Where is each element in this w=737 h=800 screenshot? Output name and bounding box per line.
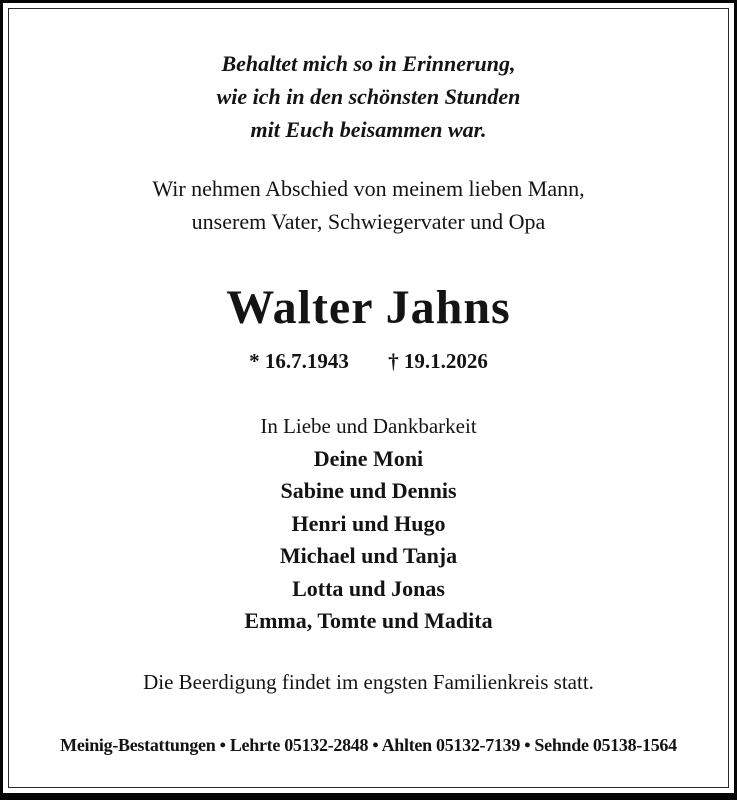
intro-line-1: Wir nehmen Abschied von meinem lieben Mann, <box>152 176 585 201</box>
obituary-inner-frame <box>8 8 729 788</box>
death-date: † 19.1.2026 <box>388 349 488 373</box>
life-dates <box>9 348 728 374</box>
epigraph-line-1: Behaltet mich so in Erinnerung, <box>221 51 516 76</box>
mourner-name: Emma, Tomte und Madita <box>244 608 493 633</box>
birth-date: * 16.7.1943 <box>249 349 349 373</box>
mourner-name: Lotta und Jonas <box>292 575 445 601</box>
farewell-intro <box>9 172 728 238</box>
epigraph-line-3: mit Euch beisammen war. <box>250 117 487 142</box>
mourners-lead: In Liebe und Dankbarkeit <box>260 414 477 438</box>
funeral-home-contact-line: Meinig-Bestattungen • Lehrte 05132-2848 • Ahlten 05132-7139 • Sehnde 05138-1564 <box>60 734 677 755</box>
epigraph-line-2: wie ich in den schönsten Stunden <box>216 84 521 109</box>
deceased-name: Walter Jahns <box>226 281 511 334</box>
mourners-section <box>9 410 728 638</box>
epigraph-quote <box>9 47 728 146</box>
mourner-name: Sabine und Dennis <box>280 478 457 503</box>
mourner-name: Michael und Tanja <box>279 543 458 568</box>
mourner-name: Deine Moni <box>313 445 424 471</box>
mourner-name: Henri und Hugo <box>291 510 446 536</box>
funeral-note: Die Beerdigung findet im engsten Familienkreis statt. <box>143 669 594 694</box>
intro-line-2: unserem Vater, Schwiegervater und Opa <box>191 209 546 234</box>
